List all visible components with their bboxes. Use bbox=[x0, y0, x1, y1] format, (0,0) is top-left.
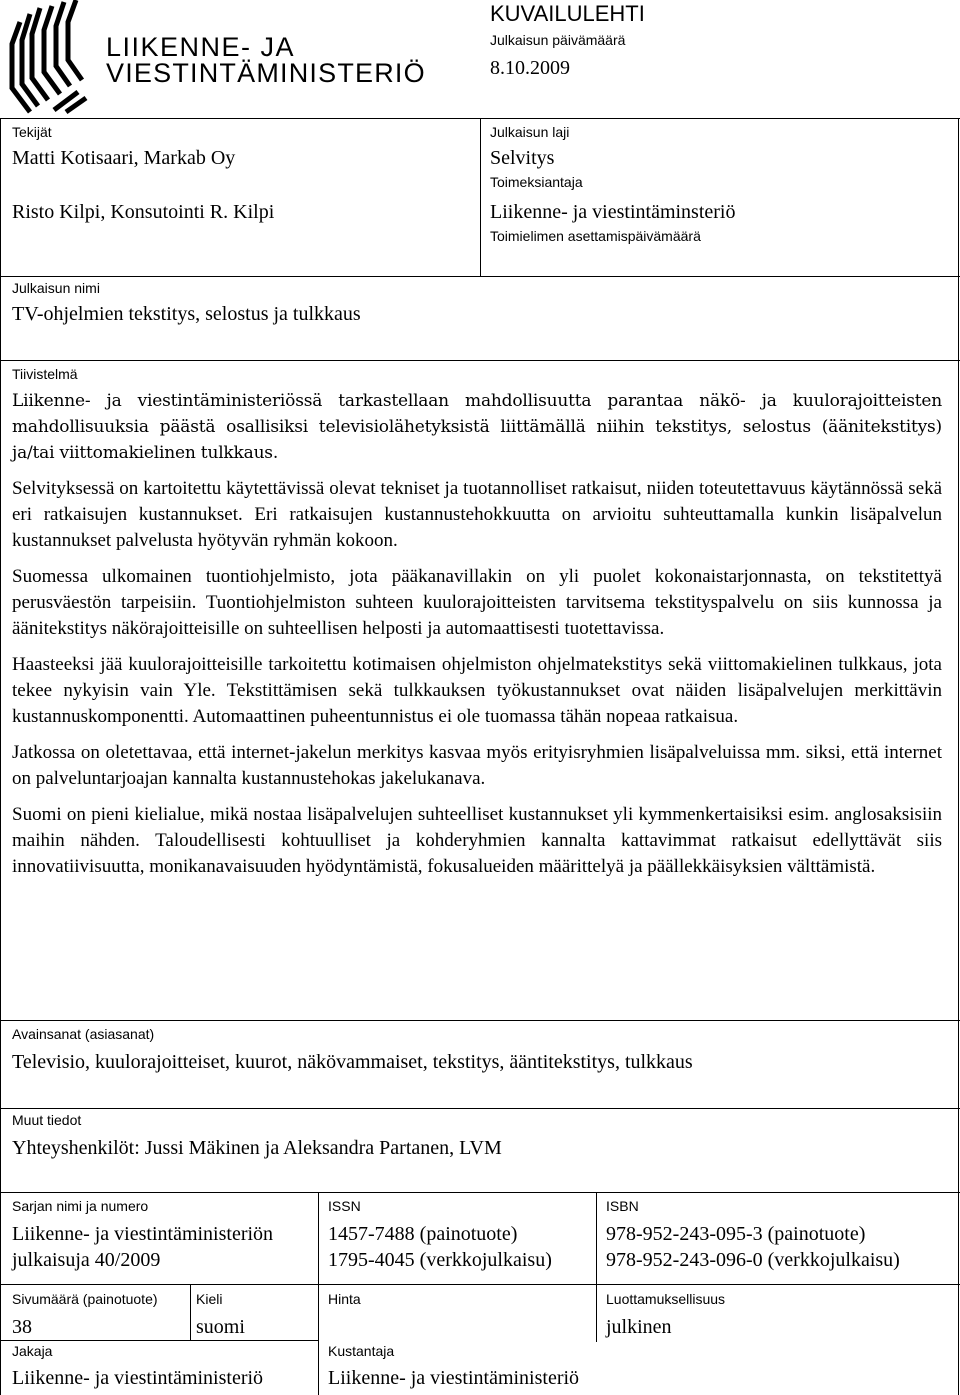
issn-label: ISSN bbox=[328, 1198, 361, 1214]
frame-line bbox=[0, 360, 960, 361]
confidentiality-value: julkinen bbox=[606, 1316, 672, 1338]
frame-line bbox=[0, 118, 1, 1395]
abstract-paragraph: Suomi on pieni kielialue, mikä nostaa lisäpalvelujen suhteelliset kustannukset yli kymmenkertaisiksi esim. anglosaksisiin maihin nähden. Taloudellisesti kohtuulliset ja kohderyhmien kannalta kattavimmat ratkaisut edellyttävät siis innovatiivisuutta, monikanavaisuuden hyödyntämistä, fokusalueiden määrittelyä ja päällekkäisyksien välttämistä. bbox=[12, 804, 942, 877]
pub-date-label: Julkaisun päivämäärä bbox=[490, 32, 626, 48]
isbn-line: 978-952-243-096-0 (verkkojulkaisu) bbox=[606, 1249, 900, 1271]
abstract-paragraph: Suomessa ulkomainen tuontiohjelmisto, jota pääkanavillakin on yli puolet kokonaistarjonnasta, on tekstitettyä perusväestön tarpeisiin. Tuontiohjelmiston suhteen kuulorajoitteisten tarvitsema tekstityspalvelu on siis kunnossa ja äänitekstitys näkörajoitteisille on suhteellisen helposti ja automaattisesti tuotettavissa. bbox=[12, 566, 942, 639]
issn-line: 1457-7488 (painotuote) bbox=[328, 1223, 518, 1245]
isbn-line: 978-952-243-095-3 (painotuote) bbox=[606, 1223, 866, 1245]
frame-line bbox=[190, 1284, 191, 1340]
pages-value: 38 bbox=[12, 1316, 32, 1338]
frame-line bbox=[318, 1192, 319, 1395]
frame-line bbox=[0, 276, 960, 277]
series-line: julkaisuja 40/2009 bbox=[12, 1249, 161, 1271]
logo-emblem-icon bbox=[8, 0, 88, 115]
appointment-date-label: Toimielimen asettamispäivämäärä bbox=[490, 228, 701, 244]
authors-line: Risto Kilpi, Konsutointi R. Kilpi bbox=[12, 201, 275, 223]
publisher-label: Kustantaja bbox=[328, 1343, 395, 1359]
commissioner-value: Liikenne- ja viestintäminsteriö bbox=[490, 201, 736, 223]
frame-line bbox=[958, 118, 959, 1395]
title-label: Julkaisun nimi bbox=[12, 280, 100, 296]
authors-label: Tekijät bbox=[12, 124, 52, 140]
pub-type-label: Julkaisun laji bbox=[490, 124, 570, 140]
series-label: Sarjan nimi ja numero bbox=[12, 1198, 149, 1214]
frame-line bbox=[480, 118, 481, 276]
isbn-label: ISBN bbox=[606, 1198, 639, 1214]
doc-type-title: KUVAILULEHTI bbox=[490, 1, 645, 26]
other-info-value: Yhteyshenkilöt: Jussi Mäkinen ja Aleksandra Partanen, LVM bbox=[12, 1137, 502, 1159]
abstract-paragraph: Jatkossa on oletettavaa, että internet-jakelun merkitys kasvaa myös erityisryhmien lisäpalveluissa mm. siksi, että internet on palveluntarjoajan kannalta kustannustehokas jakelukanava. bbox=[12, 742, 942, 789]
abstract-paragraph: Haasteeksi jää kuulorajoitteisille tarkoitettu kotimaisen ohjelmiston ohjelmatekstitys sekä viittomakielinen tulkkaus, jota tekee nykyisin vain Yle. Tekstittämisen sekä tulkkauksen työkustannukset ovat näiden lisäpalvelujen merkittävin kustannuskomponentti. Automaattinen puheentunnistus ei ole tuomassa tähän nopeaa ratkaisua. bbox=[12, 654, 942, 727]
distributor-value: Liikenne- ja viestintäministeriö bbox=[12, 1367, 264, 1389]
keywords-label: Avainsanat (asiasanat) bbox=[12, 1026, 155, 1042]
pub-date-value: 8.10.2009 bbox=[490, 57, 570, 79]
language-value: suomi bbox=[196, 1316, 245, 1338]
authors-line: Matti Kotisaari, Markab Oy bbox=[12, 147, 236, 169]
abstract-body bbox=[12, 388, 942, 890]
other-info-label: Muut tiedot bbox=[12, 1112, 82, 1128]
title-value: TV-ohjelmien tekstitys, selostus ja tulkkaus bbox=[12, 303, 361, 325]
abstract-label: Tiivistelmä bbox=[12, 366, 78, 382]
logo-text-line1: LIIKENNE- JA bbox=[106, 32, 296, 62]
pub-type-value: Selvitys bbox=[490, 147, 555, 169]
commissioner-label: Toimeksiantaja bbox=[490, 174, 583, 190]
frame-line bbox=[0, 1108, 960, 1109]
frame-line bbox=[0, 1284, 960, 1285]
logo-text-line2: VIESTINTÄMINISTERIÖ bbox=[106, 58, 426, 88]
frame-line bbox=[0, 1192, 960, 1193]
frame-line bbox=[596, 1192, 597, 1342]
abstract-paragraph: Liikenne- ja viestintäministeriössä tarkastellaan mahdollisuutta parantaa näkö- ja kuulorajoitteisten mahdollisuuksia päästä osallisiksi televisiolähetyksistä liittämällä niihin tekstitys, selostus (äänitekstitys) ja/tai viittomakielinen tulkkaus. bbox=[12, 391, 942, 463]
price-label: Hinta bbox=[328, 1291, 361, 1307]
frame-line bbox=[0, 1340, 318, 1341]
confidentiality-label: Luottamuksellisuus bbox=[606, 1291, 726, 1307]
issn-line: 1795-4045 (verkkojulkaisu) bbox=[328, 1249, 552, 1271]
series-line: Liikenne- ja viestintäministeriön bbox=[12, 1223, 274, 1245]
ministry-logo bbox=[8, 0, 458, 115]
distributor-label: Jakaja bbox=[12, 1343, 53, 1359]
language-label: Kieli bbox=[196, 1291, 223, 1307]
frame-line bbox=[0, 1020, 960, 1021]
pages-label: Sivumäärä (painotuote) bbox=[12, 1291, 158, 1307]
keywords-value: Televisio, kuulorajoitteiset, kuurot, näkövammaiset, tekstitys, ääntitekstitys, tulkkaus bbox=[12, 1051, 693, 1073]
abstract-paragraph: Selvityksessä on kartoitettu käytettävissä olevat tekniset ja tuotannolliset ratkaisut, niiden toteutettavuus käytännössä sekä eri ratkaisujen kustannukset. Eri ratkaisujen kustannustehokkuutta on arvioitu suhteuttamalla kunkin lisäpalvelun kustannukset palvelusta hyötyvän ryhmän kokoon. bbox=[12, 478, 942, 551]
publisher-value: Liikenne- ja viestintäministeriö bbox=[328, 1367, 580, 1389]
